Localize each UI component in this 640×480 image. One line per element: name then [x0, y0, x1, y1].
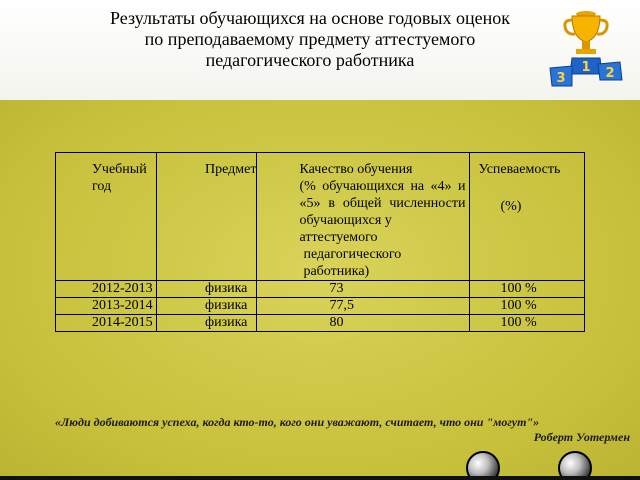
- table-header-row: [56, 153, 585, 281]
- cell-quality: 77,5: [257, 298, 470, 315]
- cell-subject: физика: [157, 298, 257, 315]
- cell-quality: 80: [257, 315, 470, 332]
- header-quality-line-5: педагогического работника): [303, 247, 402, 279]
- podium-place-1: 1: [581, 60, 591, 75]
- trophy-podium-icon: [548, 8, 624, 92]
- header-progress-line-1: Успеваемость: [478, 162, 561, 177]
- podium-place-2: 2: [605, 66, 615, 81]
- quote-block: [55, 415, 630, 445]
- cell-year: 2014-2015: [56, 315, 157, 332]
- cell-year: 2012-2013: [56, 281, 157, 298]
- cell-quality: 73: [257, 281, 470, 298]
- cell-progress: 100 %: [470, 298, 585, 315]
- title-line-2: по преподаваемому предмету аттестуемого: [144, 29, 476, 49]
- header-subject: Предмет: [157, 153, 257, 281]
- header-quality: [257, 153, 470, 281]
- cell-subject: физика: [157, 315, 257, 332]
- header-quality-line-1: Качество обучения: [299, 162, 413, 177]
- title-line-3: педагогического работника: [205, 50, 415, 70]
- table-row: [56, 281, 585, 298]
- slide-title: [60, 8, 560, 71]
- header-progress-line-2: (%): [500, 199, 522, 214]
- quote-text: «Люди добиваются успеха, когда кто-то, кого они уважают, считает, что они "могут"»: [55, 415, 540, 429]
- title-line-1: Результаты обучающихся на основе годовых оценок: [110, 8, 510, 28]
- cell-subject: физика: [157, 281, 257, 298]
- header-quality-line-2: (% обучающихся на «4» и: [299, 179, 466, 194]
- podium-place-3: 3: [556, 71, 566, 86]
- quote-author: Роберт Уотермен: [533, 430, 630, 444]
- header-quality-line-3: «5» в общей численности: [299, 196, 466, 211]
- table-row: [56, 315, 585, 332]
- cell-year: 2013-2014: [56, 298, 157, 315]
- header-quality-line-4: обучающихся у аттестуемого: [299, 213, 392, 245]
- header-year-line-1: Учебный: [92, 162, 147, 177]
- header-year-line-2: год: [92, 179, 112, 194]
- table-row: [56, 298, 585, 315]
- results-table: [55, 152, 585, 332]
- cell-progress: 100 %: [470, 315, 585, 332]
- bottom-bar: [0, 476, 640, 480]
- header-progress: [470, 153, 585, 281]
- header-year: [56, 153, 157, 281]
- cell-progress: 100 %: [470, 281, 585, 298]
